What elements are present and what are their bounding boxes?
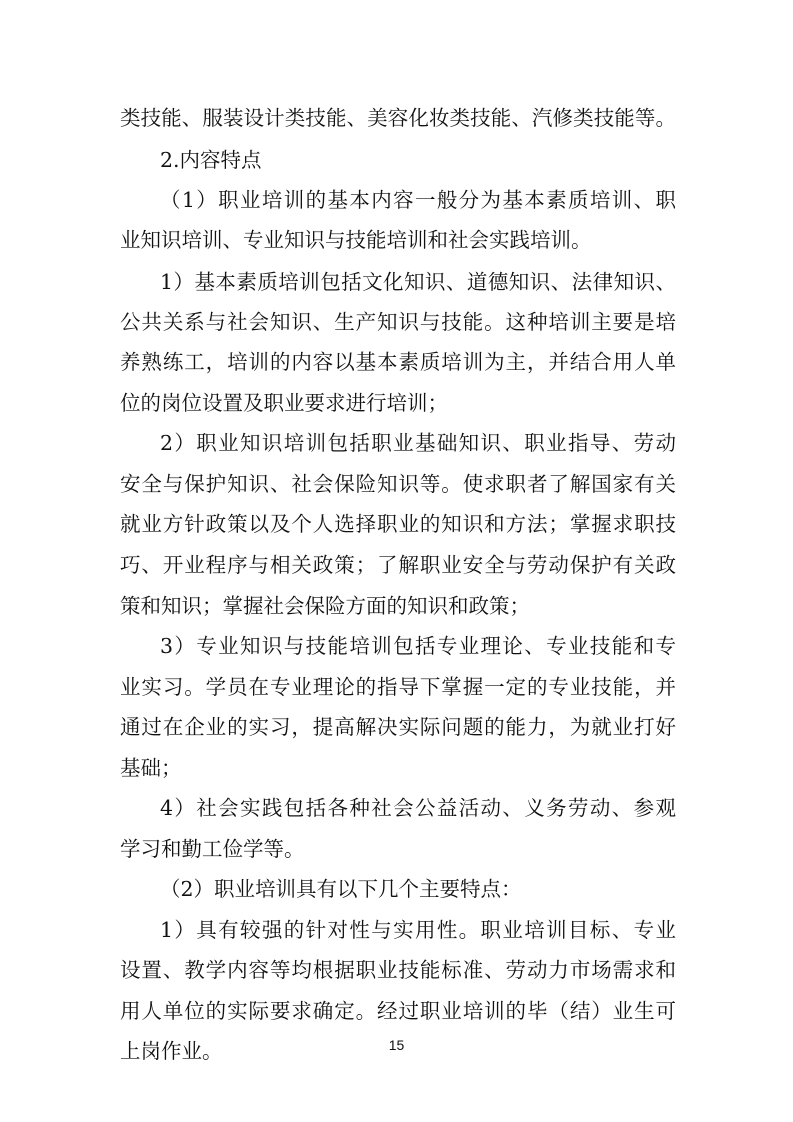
text-line: （1）职业培训的基本内容一般分为基本素质培训、职: [160, 188, 676, 212]
text-line: 公共关系与社会知识、生产知识与技能。这种培训主要是培: [120, 310, 676, 334]
text-line: 通过在企业的实习，提高解决实际问题的能力，为就业打好: [120, 715, 676, 739]
text-line: 安全与保护知识、社会保险知识等。使求职者了解国家有关: [120, 472, 676, 496]
text-line: 养熟练工，培训的内容以基本素质培训为主，并结合用人单: [120, 350, 676, 374]
text-line: 3）专业知识与技能培训包括专业理论、专业技能和专: [160, 634, 676, 658]
text-line: 学习和勤工俭学等。: [120, 837, 305, 861]
page-number: 15: [388, 1037, 405, 1053]
text-line: 用人单位的实际要求确定。经过职业培训的毕（结）业生可: [120, 999, 676, 1023]
text-line: 业知识培训、专业知识与技能培训和社会实践培训。: [120, 228, 592, 252]
section-heading: 2.内容特点: [160, 148, 262, 172]
text-line: 位的岗位设置及职业要求进行培训；: [120, 391, 448, 415]
text-line: 类技能、服装设计类技能、美容化妆类技能、汽修类技能等。: [120, 106, 676, 130]
text-line: 2）职业知识培训包括职业基础知识、职业指导、劳动: [160, 431, 676, 455]
text-line: （2）职业培训具有以下几个主要特点：: [160, 877, 522, 901]
text-line: 1）基本素质培训包括文化知识、道德知识、法律知识、: [160, 270, 676, 294]
text-line: 业实习。学员在专业理论的指导下掌握一定的专业技能，并: [120, 675, 676, 699]
text-line: 基础；: [120, 756, 182, 780]
text-line: 就业方针政策以及个人选择职业的知识和方法；掌握求职技: [120, 512, 676, 536]
text-line: 1）具有较强的针对性与实用性。职业培训目标、专业: [160, 918, 676, 942]
text-line: 巧、开业程序与相关政策；了解职业安全与劳动保护有关政: [120, 553, 676, 577]
text-line: 上岗作业。: [120, 1039, 223, 1063]
text-line: 设置、教学内容等均根据职业技能标准、劳动力市场需求和: [120, 958, 676, 982]
text-line: 4）社会实践包括各种社会公益活动、义务劳动、参观: [160, 796, 676, 820]
text-line: 策和知识；掌握社会保险方面的知识和政策；: [120, 594, 530, 618]
